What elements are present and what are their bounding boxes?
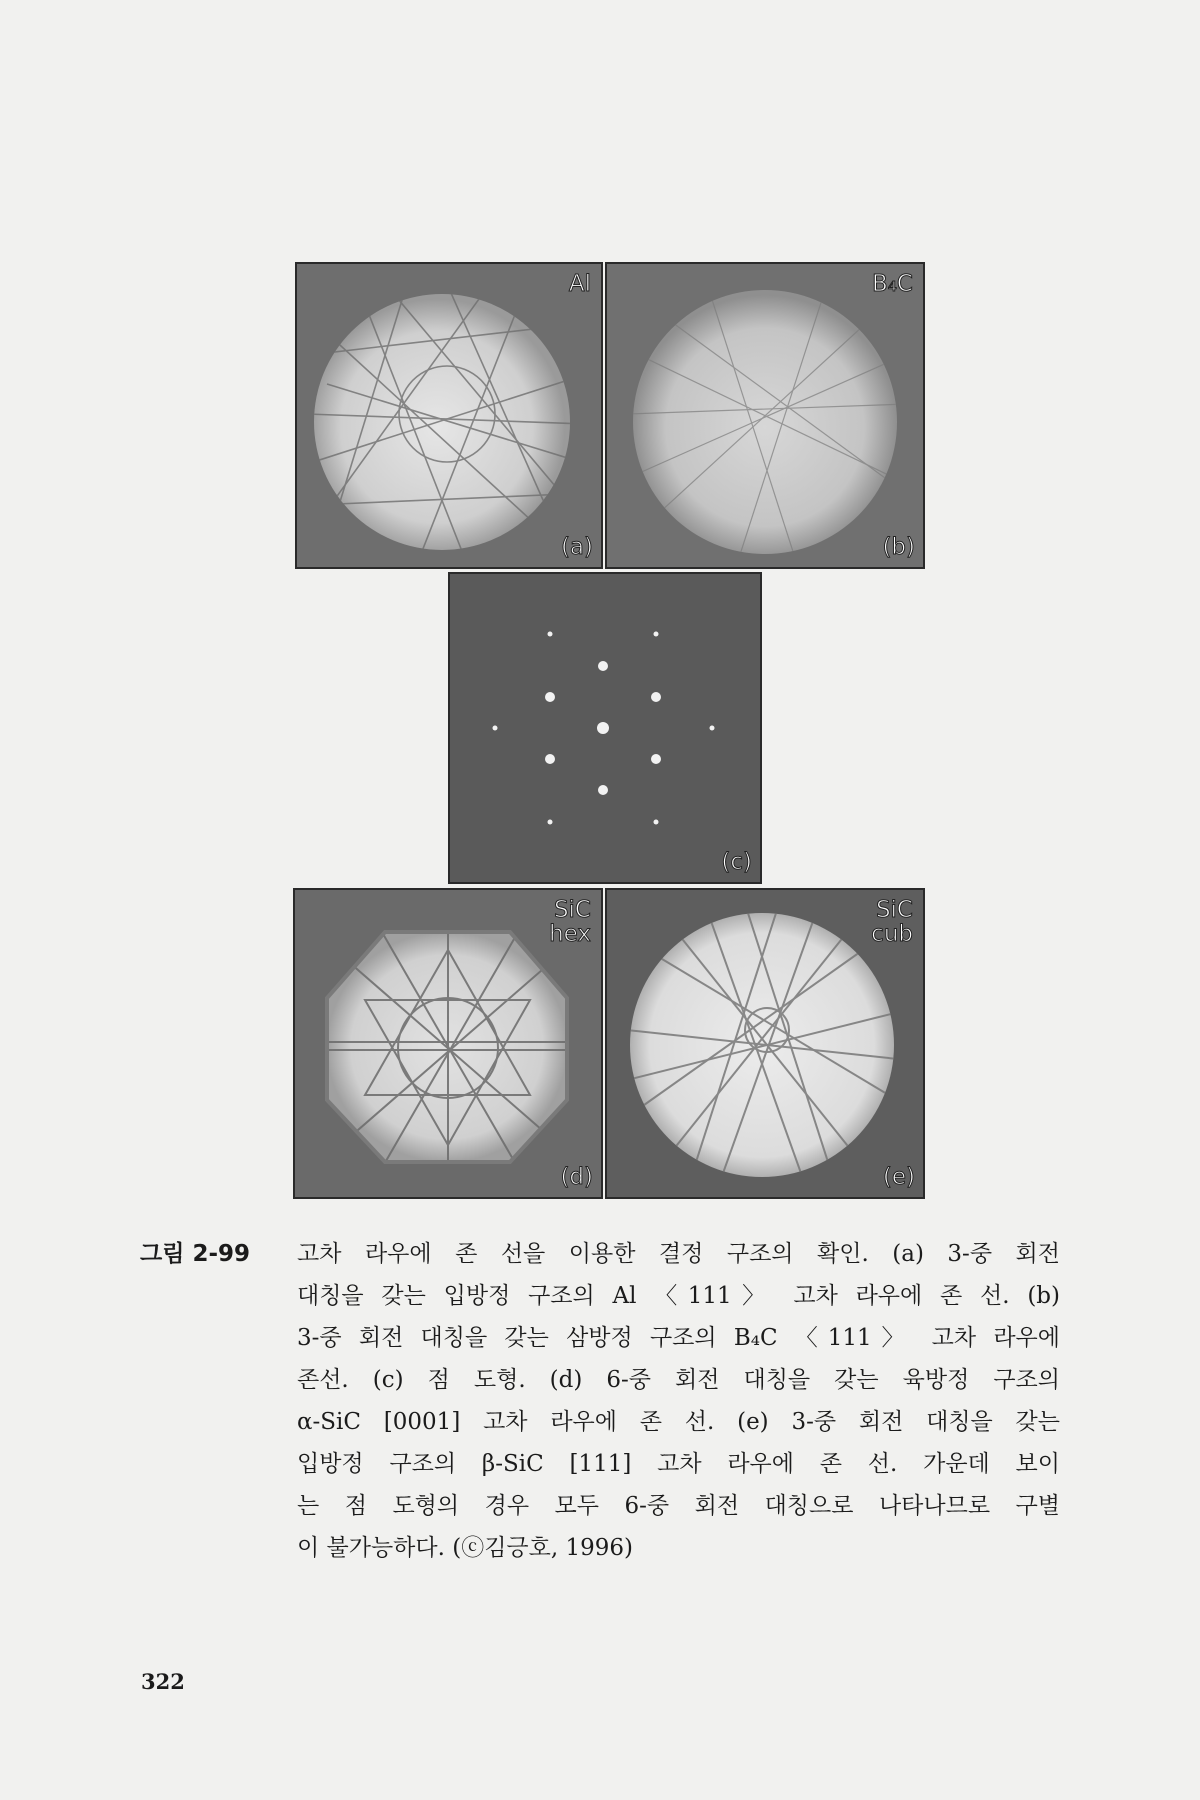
caption-line: 존선. (c) 점 도형. (d) 6-중 회전 대칭을 갖는 육방정 구조의 [297, 1367, 1060, 1393]
caption-line: 대칭을 갖는 입방정 구조의 Al 〈111〉 고차 라우에 존 선. (b) [297, 1283, 1060, 1309]
panel-a-material-label: Al [568, 271, 591, 297]
panel-e-sic-cub-holz-pattern [605, 888, 925, 1199]
panel-e-subtype: cub [871, 921, 913, 947]
page-number: 322 [141, 1669, 185, 1694]
panel-d-tag: (d) [560, 1164, 593, 1190]
spot-diffraction-pattern-image [450, 574, 760, 882]
panel-a-al-holz-pattern [295, 262, 603, 569]
figure-number: 그림 2-99 [140, 1241, 250, 1267]
caption-line: 이 불가능하다. (ⓒ김긍호, 1996) [297, 1535, 633, 1561]
caption-line: 3-중 회전 대칭을 갖는 삼방정 구조의 B₄C 〈111〉 고차 라우에 [297, 1325, 1060, 1351]
panel-e-tag: (e) [882, 1164, 915, 1190]
panel-a-tag: (a) [560, 534, 593, 560]
caption-line: 입방정 구조의 β-SiC [111] 고차 라우에 존 선. 가운데 보이 [297, 1451, 1060, 1477]
panel-b-material-label: B₄C [871, 271, 913, 297]
panel-b-tag: (b) [882, 534, 915, 560]
panel-e-material: SiC [875, 897, 913, 923]
caption-text [297, 1233, 1060, 1569]
panel-d-subtype: hex [549, 921, 591, 947]
panel-b-b4c-holz-pattern [605, 262, 925, 569]
panel-d-sic-hex-holz-pattern [293, 888, 603, 1199]
panel-e-material-label [871, 898, 913, 946]
panel-c-tag: (c) [721, 849, 752, 875]
panel-d-material-label [549, 898, 591, 946]
b4c-diffraction-pattern-image [607, 264, 923, 567]
caption-line: 는 점 도형의 경우 모두 6-중 회전 대칭으로 나타나므로 구별 [297, 1493, 1060, 1519]
panel-c-spot-pattern [448, 572, 762, 884]
panel-d-material: SiC [553, 897, 591, 923]
caption-line: 고차 라우에 존 선을 이용한 결정 구조의 확인. (a) 3-중 회전 [297, 1241, 1060, 1267]
al-diffraction-pattern-image [297, 264, 601, 567]
caption-line: α-SiC [0001] 고차 라우에 존 선. (e) 3-중 회전 대칭을 갖는 [297, 1409, 1060, 1435]
